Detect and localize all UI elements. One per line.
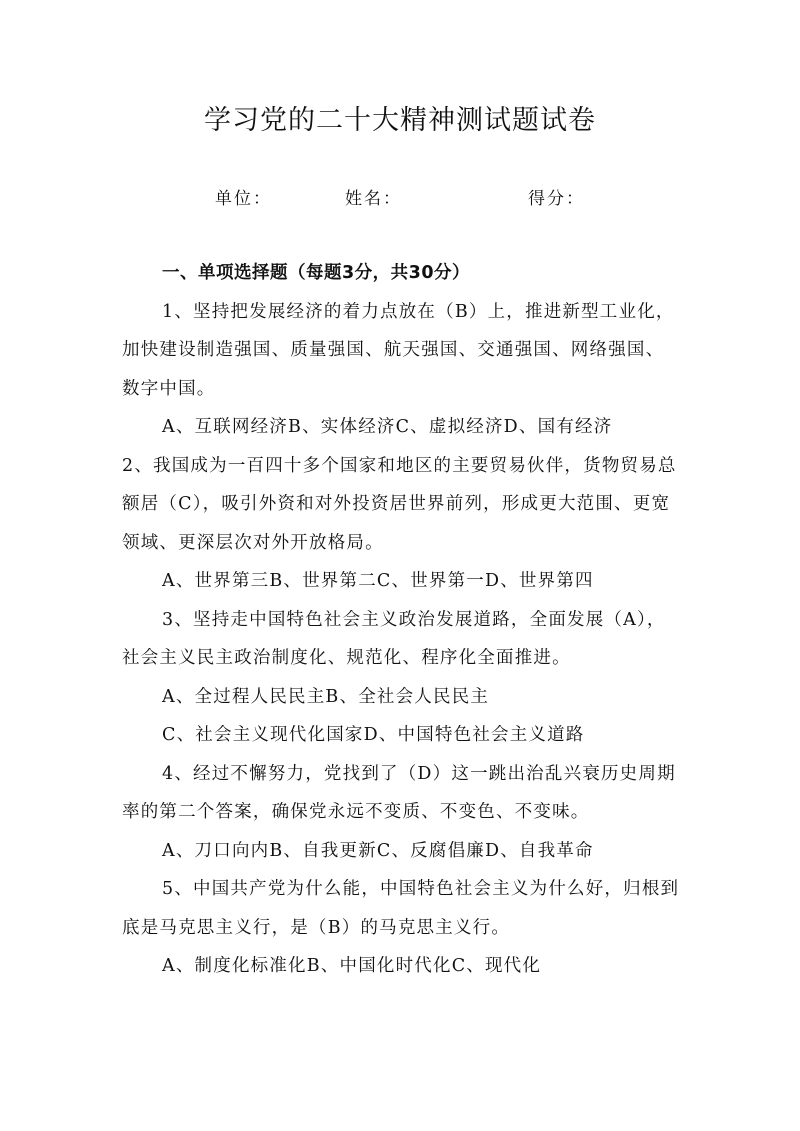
question-3: 3、坚持走中国特色社会主义政治发展道路，全面发展（A），社会主义民主政治制度化、规范化、程序化全面推进。 (122, 609, 666, 668)
score-label: 得分： (528, 189, 585, 209)
question-2: 2、我国成为一百四十多个国家和地区的主要贸易伙伴，货物贸易总额居（C），吸引外资和对外投资居世界前列，形成更大范围、更宽领域、更深层次对外开放格局。 (122, 455, 677, 553)
question-4: 4、经过不懈努力，党找到了（D）这一跳出治乱兴衰历史周期率的第二个答案，确保党永远不变质、不变色、不变味。 (122, 763, 676, 822)
question-4-options: A、刀口向内B、自我更新C、反腐倡廉D、自我革命 (162, 840, 594, 861)
section-heading: 一、单项选择题（每题3分，共30分） (162, 263, 471, 283)
name-label: 姓名： (345, 189, 402, 209)
exam-body (122, 254, 682, 986)
unit-label: 单位： (215, 189, 272, 209)
question-1: 1、坚持把发展经济的着力点放在（B）上，推进新型工业化，加快建设制造强国、质量强国、航天强国、交通强国、网络强国、数字中国。 (122, 301, 675, 399)
exam-info-row (0, 184, 800, 210)
question-5: 5、中国共产党为什么能，中国特色社会主义为什么好，归根到底是马克思主义行，是（B）的马克思主义行。 (122, 879, 680, 938)
question-5-options: A、制度化标准化B、中国化时代化C、现代化 (162, 956, 542, 976)
question-3-options-cd: C、社会主义现代化国家D、中国特色社会主义道路 (162, 725, 585, 745)
question-3-options-ab: A、全过程人民民主B、全社会人民民主 (162, 686, 490, 707)
question-2-options: A、世界第三B、世界第二C、世界第一D、世界第四 (162, 571, 594, 591)
document-title: 学习党的二十大精神测试题试卷 (204, 105, 596, 136)
question-1-options: A、互联网经济B、实体经济C、虚拟经济D、国有经济 (162, 417, 613, 437)
